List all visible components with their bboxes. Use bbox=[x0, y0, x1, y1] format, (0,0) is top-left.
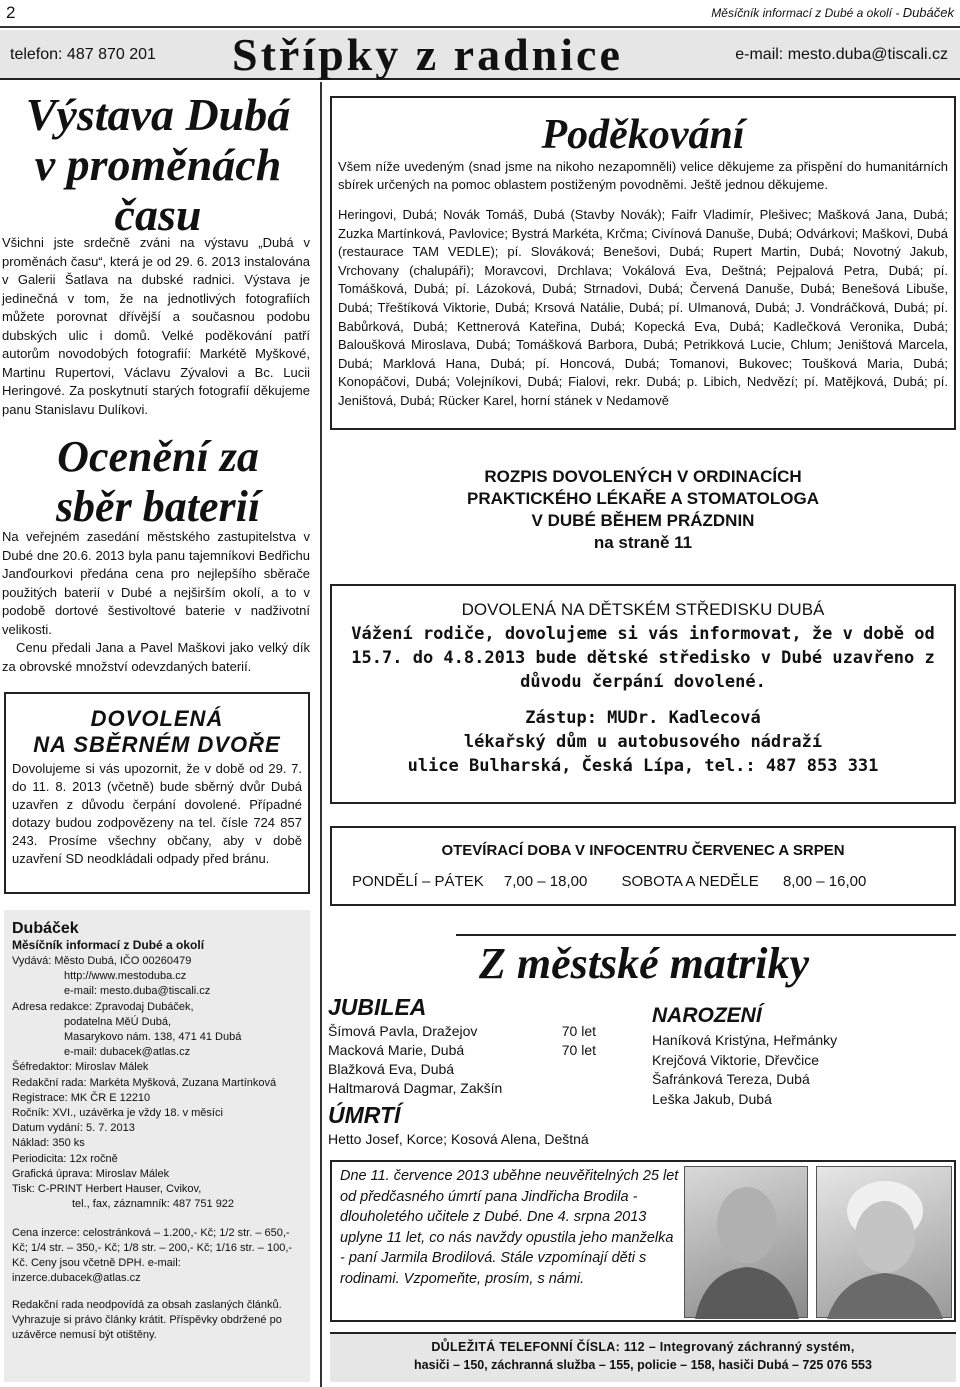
masthead-email: e-mail: mesto.duba@tiscali.cz bbox=[735, 46, 948, 63]
narozeni-title: NAROZENÍ bbox=[652, 1004, 762, 1027]
dovolena-dvur-box bbox=[4, 692, 310, 894]
telefony-line-1: DŮLEŽITÁ TELEFONNÍ ČÍSLA: 112 – Integrovaný záchranný systém, bbox=[431, 1340, 855, 1354]
impressum-line: e-mail: mesto.duba@tiscali.cz bbox=[64, 985, 211, 998]
vystava-title-line3: času bbox=[114, 189, 202, 240]
umrti-title: ÚMRTÍ bbox=[328, 1102, 401, 1128]
oceneni-title-line1: Ocenění za bbox=[57, 432, 259, 481]
rozpis-notice bbox=[330, 466, 956, 554]
stredisko-title: DOVOLENÁ NA DĚTSKÉM STŘEDISKU DUBÁ bbox=[461, 600, 825, 619]
impressum-line: Registrace: MK ČR E 12210 bbox=[12, 1091, 151, 1104]
infocentrum-title: OTEVÍRACÍ DOBA V INFOCENTRU ČERVENEC A SRPEN bbox=[441, 842, 845, 859]
telefony-box bbox=[330, 1332, 956, 1382]
running-head bbox=[711, 5, 954, 20]
impressum-line: Datum vydání: 5. 7. 2013 bbox=[12, 1122, 135, 1135]
dovolena-dvur-body: Dovolujeme si vás upozornit, že v době od 29. 7. do 11. 8. 2013 (včetně) bude sběrný dvůr Dubá uzavřen z důvodu čerpání dovolené. Případné dotazy budou zodpovězeny na tel. čísle 724 857 243. Prosíme všechny občany, aby v době uzavření SD neodkládali odpady před bránu. bbox=[12, 761, 302, 866]
jubilea-name: Šímová Pavla, Dražejov bbox=[328, 1023, 478, 1039]
infocentrum-weekend: SOBOTA A NEDĚLE bbox=[621, 873, 759, 890]
masthead-phone: telefon: 487 870 201 bbox=[10, 46, 156, 63]
impressum-title: Dubáček bbox=[12, 920, 79, 937]
column-divider bbox=[320, 82, 322, 1387]
dovolena-dvur-title-1: DOVOLENÁ bbox=[90, 706, 224, 731]
jubilea-title: JUBILEA bbox=[328, 994, 427, 1020]
vystava-title bbox=[0, 90, 316, 240]
dovolena-dvur-title-2: NA SBĚRNÉM DVOŘE bbox=[33, 732, 281, 757]
jubilea-list bbox=[328, 1022, 596, 1098]
podekovani-intro: Všem níže uvedeným (snad jsme na nikoho nezapomněli) velice děkujeme za přispění do humanitárních sbírek určených na pomoc oblastem postiženým povodněmi. Ještě jednou děkujeme. bbox=[338, 159, 948, 192]
rozpis-line-2: PRAKTICKÉHO LÉKAŘE A STOMATOLOGA bbox=[467, 489, 819, 508]
running-title: Měsíčník informací z Dubé a okolí - bbox=[711, 6, 903, 20]
impressum-line: Adresa redakce: Zpravodaj Dubáček, bbox=[12, 1000, 194, 1013]
vystava-title-line2: v proměnách bbox=[34, 139, 282, 190]
telefony-line-2: hasiči – 150, záchranná služba – 155, policie – 158, hasiči Dubá – 725 076 553 bbox=[414, 1358, 872, 1372]
infocentrum-weekend-time: 8,00 – 16,00 bbox=[782, 873, 867, 890]
oceneni-title bbox=[0, 432, 316, 532]
infocentrum-row bbox=[332, 873, 954, 890]
podekovani-names: Heringovi, Dubá; Novák Tomáš, Dubá (Stavby Novák); Faifr Vladimír, Plešivec; Mašková Jana, Dubá; Zuzka Martínková, Pavlovice; Bystrá Markéta, Krčma; Civínová Danuše, Dubá; Odvárkovi; Maškovi, Dubá (restaurace TAM VEDLE); pí. Slováková; Benešovi, Dubá; Rupert Martin, Dubá; Novotný Jakub, Vrchovany (chalupáři); Moravcovi, Drchlava; Vokálová Eva, Deštná; Pejpalová Petra, Dubá; pí. Tomášková, Dubá; pí. Lázoková, Dubá; Strnadovi, Dubá; Červená Danuše, Dubá; Benešová Libuše, Dubá; Třeštíková Viktorie, Dubá; Krsová Natálie, Dubá; pí. Ulmanová, Dubá; J. Vondráčková, Dubá; pí. Babůrková, Dubá; Kettnerová Kateřina, Dubá; Kopecká Eva, Dubá; Kadlečková Veronika, Dubá; Baloušková Miroslava, Dubá; Tomášková Barbora, Dubá; Petrikková Lucie, Chlum; Jeništová Marcela, Dubá; Marklová Hana, Dubá; pí. Honcová, Dubá; Tomanovi, Bukovec; Toušková Maria, Dubá; Konopáčovi, Dubá; Volejníkovi, Dubá; Fialovi, rekr. Dubá; p. Libich, Nedvězí; pí. Matějková, Dubá; pí. Jeništová, Dubá; Rücker Karel, horní stánek v Nedamově bbox=[338, 207, 948, 408]
infocentrum-weekdays-time: 7,00 – 18,00 bbox=[503, 873, 588, 890]
infocentrum-weekdays: PONDĚLÍ – PÁTEK bbox=[352, 873, 484, 890]
rozpis-line-3: V DUBÉ BĚHEM PRÁZDNIN bbox=[531, 511, 755, 530]
vystava-body: Všichni jste srdečně zváni na výstavu „Dubá v proměnách času“, která je od 29. 6. 2013 instalována v Galerii Šatlava na dubské radnici. Výstava je jedinečná v tom, že na jednotlivých fotografiích můžete porovnat dřívější a současnou podobu dubských ulic i domů. Velké poděkování patří autorům novodobých fotografií: Markétě Myškové, Martinu Rupertovi, Václavu Zývalovi a Bc. Lucii Heringové. Za poskytnutí starých fotografií děkujeme panu Stanislavu Dulíkovi. bbox=[2, 235, 310, 417]
impressum-line: podatelna MěÚ Dubá, bbox=[64, 1015, 172, 1028]
impressum-line: Šéfredaktor: Miroslav Málek bbox=[12, 1061, 149, 1074]
jubilea-name: Haltmarová Dagmar, Zakšín bbox=[328, 1080, 503, 1096]
jubilea-age: 70 let bbox=[561, 1042, 596, 1058]
impressum-line: Tisk: C-PRINT Herbert Hauser, Cvikov, bbox=[12, 1183, 202, 1196]
matriky-title: Z městské matriky bbox=[479, 939, 809, 988]
photo-woman bbox=[816, 1166, 952, 1318]
narozeni-item: Haníková Kristýna, Heřmánky bbox=[652, 1032, 838, 1048]
umrti-list: Hetto Josef, Korce; Kosová Alena, Deštná bbox=[328, 1131, 589, 1147]
podekovani-title: Poděkování bbox=[541, 112, 745, 158]
impressum-line: Ročník: XVI., uzávěrka je vždy 18. v měsíci bbox=[12, 1107, 223, 1120]
impressum-ads: Cena inzerce: celostránková – 1.200,- Kč; 1/2 str. – 650,- Kč; 1/4 str. – 350,- Kč; 1/8 str. – 200,- Kč; 1/16 str. – 100,- Kč. Ceny jsou včetně DPH. e-mail: inzerce.dubacek@atlas.cz bbox=[12, 1227, 293, 1285]
stredisko-zastup: Zástup: MUDr. Kadlecová bbox=[525, 708, 761, 728]
impressum-line: Vydává: Město Dubá, IČO 00260479 bbox=[12, 955, 192, 967]
rozpis-line-1: ROZPIS DOVOLENÝCH V ORDINACÍCH bbox=[484, 467, 802, 486]
impressum-line: tel., fax, záznamník: 487 751 922 bbox=[72, 1198, 235, 1211]
rozpis-line-4: na straně 11 bbox=[593, 533, 693, 552]
photo-man bbox=[684, 1166, 808, 1318]
jubilea-item bbox=[328, 1041, 596, 1060]
jubilea-name: Blažková Eva, Dubá bbox=[328, 1061, 455, 1077]
stredisko-ulice: ulice Bulharská, Česká Lípa, tel.: 487 853 331 bbox=[407, 756, 879, 776]
impressum-line: http://www.mestoduba.cz bbox=[64, 970, 187, 983]
oceneni-body bbox=[2, 528, 310, 676]
impressum-line: Redakční rada: Markéta Myšková, Zuzana Martínková bbox=[12, 1076, 277, 1089]
narozeni-item: Leška Jakub, Dubá bbox=[652, 1090, 772, 1107]
impressum-line: e-mail: dubacek@atlas.cz bbox=[64, 1046, 191, 1059]
page-number: 2 bbox=[6, 3, 16, 22]
narozeni-list bbox=[652, 1031, 837, 1109]
impressum-line: Náklad: 350 ks bbox=[12, 1137, 85, 1150]
impressum-line: Grafická úprava: Miroslav Málek bbox=[12, 1167, 170, 1180]
jubilea-item bbox=[328, 1079, 596, 1098]
impressum-disclaimer: Redakční rada neodpovídá za obsah zaslaných článků. Vyhrazuje si právo články krátit. Příspěvky obdržené po uzávěrce nemusí být otištěny. bbox=[12, 1299, 282, 1342]
vystava-title-line1: Výstava Dubá bbox=[25, 89, 291, 140]
portrait-icon bbox=[817, 1167, 953, 1319]
vzpominka-text: Dne 11. července 2013 uběhne neuvěřitelných 25 let od předčasného úmrtí pana Jindřicha Brodila - dlouholetého učitele z Dubé. Dne 4. srpna 2013 uplyne 11 let, co nás navždy opustila jeho manželka - paní Jarmila Brodilová. Stále vzpomínají děti s rodinami. Vzpomeňte, prosím, s námi. bbox=[340, 1168, 679, 1287]
narozeni-item: Krejčová Viktorie, Dřevčice bbox=[652, 1051, 820, 1068]
running-brand: Dubáček bbox=[902, 5, 954, 20]
narozeni-item: Šafránková Tereza, Dubá bbox=[652, 1071, 810, 1087]
stredisko-dum: lékařský dům u autobusového nádraží bbox=[463, 732, 823, 752]
impressum bbox=[4, 910, 310, 1382]
vzpominka-box bbox=[330, 1160, 956, 1322]
jubilea-name: Macková Marie, Dubá bbox=[328, 1042, 465, 1058]
stredisko-box bbox=[330, 584, 956, 804]
infocentrum-box bbox=[330, 826, 956, 906]
jubilea-item bbox=[328, 1060, 596, 1079]
impressum-line: Periodicita: 12x ročně bbox=[12, 1152, 118, 1165]
impressum-subtitle: Měsíčník informací z Dubé a okolí bbox=[12, 938, 205, 952]
impressum-line: Masarykovo nám. 138, 471 41 Dubá bbox=[64, 1031, 242, 1044]
jubilea-age: 70 let bbox=[561, 1023, 596, 1039]
masthead-title: Střípky z radnice bbox=[232, 29, 623, 80]
podekovani-box bbox=[330, 96, 956, 430]
oceneni-paragraph-1: Na veřejném zasedání městského zastupitelstva v Dubé dne 20.6. 2013 byla panu tajemníkovi Bedřichu Janďourkovi předána cena pro nejlepšího sběrače použitých baterií v Dubé a nejširším okolí, a to v podobě dortové šestivoltové baterie v nadživotní velikosti. bbox=[2, 529, 310, 637]
stredisko-body: Vážení rodiče, dovolujeme si vás informovat, že v době od 15.7. do 4.8.2013 bude dětské středisko v Dubé uzavřeno z důvodu čerpání dovolené. bbox=[351, 624, 935, 692]
oceneni-title-line2: sběr baterií bbox=[55, 482, 261, 531]
oceneni-paragraph-2: Cenu předali Jana a Pavel Maškovi jako velký dík za obrovské množství odevzdaných baterií. bbox=[2, 640, 310, 674]
portrait-icon bbox=[685, 1167, 809, 1319]
jubilea-item bbox=[328, 1022, 596, 1041]
impressum-lines bbox=[12, 954, 310, 1212]
